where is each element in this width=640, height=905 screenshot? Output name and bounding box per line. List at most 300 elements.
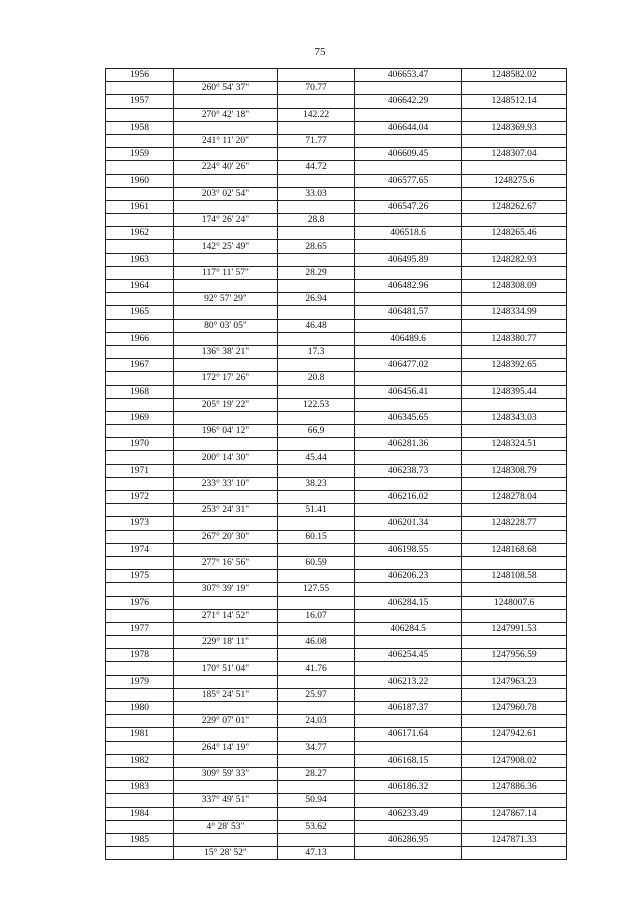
northing-cell: 406198.55 (355, 543, 462, 556)
easting-cell: 1248308.79 (462, 464, 567, 477)
coordinate-table (105, 68, 567, 860)
easting-cell: 1247886.36 (462, 781, 567, 794)
distance-cell (278, 517, 355, 530)
table-row-point (106, 121, 567, 134)
table-row-leg (106, 108, 567, 121)
bearing-cell: 185° 24' 51" (174, 688, 278, 701)
northing-cell: 406609.45 (355, 148, 462, 161)
table-row-leg (106, 319, 567, 332)
northing-cell (355, 240, 462, 253)
bearing-cell: 264° 14' 19" (174, 741, 278, 754)
easting-cell: 1247871.33 (462, 833, 567, 846)
distance-cell (278, 332, 355, 345)
northing-cell (355, 82, 462, 95)
northing-cell (355, 583, 462, 596)
table-row-point (106, 306, 567, 319)
table-row-point (106, 438, 567, 451)
bearing-cell (174, 543, 278, 556)
point-number-cell (106, 820, 174, 833)
table-row-point (106, 174, 567, 187)
table-row-leg (106, 477, 567, 490)
bearing-cell: 229° 18' 11" (174, 636, 278, 649)
northing-cell (355, 767, 462, 780)
northing-cell: 406233.49 (355, 807, 462, 820)
bearing-cell: 337° 49' 51" (174, 794, 278, 807)
easting-cell (462, 715, 567, 728)
table-row-leg (106, 451, 567, 464)
point-number-cell: 1972 (106, 491, 174, 504)
table-row-point (106, 227, 567, 240)
bearing-cell (174, 306, 278, 319)
northing-cell: 406284.15 (355, 596, 462, 609)
table-row-leg (106, 134, 567, 147)
northing-cell (355, 609, 462, 622)
easting-cell: 1248228.77 (462, 517, 567, 530)
distance-cell: 28.8 (278, 214, 355, 227)
table-row-leg (106, 715, 567, 728)
distance-cell (278, 121, 355, 134)
table-row-leg (106, 794, 567, 807)
distance-cell: 70.77 (278, 82, 355, 95)
bearing-cell: 172° 17' 26" (174, 372, 278, 385)
point-number-cell (106, 425, 174, 438)
easting-cell (462, 688, 567, 701)
bearing-cell: 270° 42' 18" (174, 108, 278, 121)
northing-cell (355, 398, 462, 411)
point-number-cell: 1968 (106, 385, 174, 398)
table-row-point (106, 280, 567, 293)
table-row-leg (106, 662, 567, 675)
table-row-point (106, 622, 567, 635)
northing-cell: 406216.02 (355, 491, 462, 504)
northing-cell (355, 504, 462, 517)
northing-cell (355, 556, 462, 569)
distance-cell (278, 411, 355, 424)
northing-cell (355, 108, 462, 121)
easting-cell (462, 108, 567, 121)
distance-cell: 50.94 (278, 794, 355, 807)
northing-cell: 406653.47 (355, 69, 462, 82)
point-number-cell: 1976 (106, 596, 174, 609)
northing-cell: 406547.26 (355, 200, 462, 213)
point-number-cell: 1973 (106, 517, 174, 530)
table-row-leg (106, 688, 567, 701)
easting-cell: 1248308.09 (462, 280, 567, 293)
easting-cell: 1247956.59 (462, 649, 567, 662)
bearing-cell (174, 438, 278, 451)
point-number-cell (106, 108, 174, 121)
table-row-point (106, 543, 567, 556)
easting-cell (462, 345, 567, 358)
table-row-leg (106, 214, 567, 227)
distance-cell: 45.44 (278, 451, 355, 464)
table-row-leg (106, 504, 567, 517)
table-row-point (106, 148, 567, 161)
easting-cell: 1248108.58 (462, 570, 567, 583)
table-row-point (106, 253, 567, 266)
bearing-cell: 117° 11' 57" (174, 266, 278, 279)
point-number-cell (106, 187, 174, 200)
point-number-cell: 1970 (106, 438, 174, 451)
northing-cell: 406489.6 (355, 332, 462, 345)
point-number-cell: 1961 (106, 200, 174, 213)
easting-cell: 1247942.61 (462, 728, 567, 741)
table-row-leg (106, 425, 567, 438)
easting-cell: 1247908.02 (462, 754, 567, 767)
northing-cell (355, 477, 462, 490)
table-row-leg (106, 372, 567, 385)
distance-cell (278, 728, 355, 741)
table-row-leg (106, 345, 567, 358)
table-row-point (106, 702, 567, 715)
easting-cell (462, 266, 567, 279)
distance-cell: 53.62 (278, 820, 355, 833)
easting-cell (462, 398, 567, 411)
bearing-cell (174, 464, 278, 477)
distance-cell: 46.48 (278, 319, 355, 332)
point-number-cell: 1959 (106, 148, 174, 161)
page-number: 75 (314, 46, 326, 58)
northing-cell: 406284.5 (355, 622, 462, 635)
bearing-cell (174, 95, 278, 108)
table-row-point (106, 754, 567, 767)
bearing-cell (174, 491, 278, 504)
point-number-cell (106, 477, 174, 490)
easting-cell (462, 293, 567, 306)
table-row-point (106, 728, 567, 741)
northing-cell (355, 293, 462, 306)
point-number-cell: 1974 (106, 543, 174, 556)
bearing-cell: 205° 19' 22" (174, 398, 278, 411)
point-number-cell (106, 767, 174, 780)
table-row-point (106, 491, 567, 504)
point-number-cell (106, 319, 174, 332)
table-row-point (106, 411, 567, 424)
distance-cell: 16.07 (278, 609, 355, 622)
bearing-cell: 174° 26' 24" (174, 214, 278, 227)
bearing-cell: 277° 16' 56" (174, 556, 278, 569)
bearing-cell: 80° 03' 05" (174, 319, 278, 332)
easting-cell (462, 662, 567, 675)
distance-cell: 41.76 (278, 662, 355, 675)
northing-cell: 406286.95 (355, 833, 462, 846)
point-number-cell: 1969 (106, 411, 174, 424)
distance-cell (278, 148, 355, 161)
point-number-cell: 1985 (106, 833, 174, 846)
point-number-cell: 1982 (106, 754, 174, 767)
point-number-cell (106, 583, 174, 596)
bearing-cell: 233° 33' 10" (174, 477, 278, 490)
distance-cell: 127.55 (278, 583, 355, 596)
easting-cell: 1248262.67 (462, 200, 567, 213)
northing-cell: 406238.73 (355, 464, 462, 477)
bearing-cell: 267° 20' 30" (174, 530, 278, 543)
distance-cell (278, 385, 355, 398)
distance-cell: 20.8 (278, 372, 355, 385)
distance-cell (278, 622, 355, 635)
point-number-cell (106, 240, 174, 253)
point-number-cell (106, 134, 174, 147)
easting-cell: 1248282.93 (462, 253, 567, 266)
distance-cell (278, 807, 355, 820)
bearing-cell: 271° 14' 52" (174, 609, 278, 622)
bearing-cell (174, 754, 278, 767)
northing-cell: 406577.65 (355, 174, 462, 187)
northing-cell: 406345.65 (355, 411, 462, 424)
point-number-cell (106, 214, 174, 227)
distance-cell: 33.03 (278, 187, 355, 200)
easting-cell (462, 583, 567, 596)
point-number-cell (106, 741, 174, 754)
point-number-cell: 1979 (106, 675, 174, 688)
easting-cell: 1248324.51 (462, 438, 567, 451)
northing-cell: 406518.6 (355, 227, 462, 240)
point-number-cell: 1958 (106, 121, 174, 134)
bearing-cell: 4° 28' 53" (174, 820, 278, 833)
table-row-leg (106, 847, 567, 860)
distance-cell: 142.22 (278, 108, 355, 121)
bearing-cell (174, 570, 278, 583)
distance-cell (278, 359, 355, 372)
table-row-point (106, 833, 567, 846)
bearing-cell: 92° 57' 29" (174, 293, 278, 306)
table-row-point (106, 385, 567, 398)
point-number-cell (106, 662, 174, 675)
distance-cell: 24.03 (278, 715, 355, 728)
point-number-cell (106, 847, 174, 860)
distance-cell: 60.15 (278, 530, 355, 543)
northing-cell: 406481.57 (355, 306, 462, 319)
easting-cell (462, 319, 567, 332)
point-number-cell: 1983 (106, 781, 174, 794)
northing-cell: 406482.96 (355, 280, 462, 293)
easting-cell: 1248369.93 (462, 121, 567, 134)
table-row-point (106, 359, 567, 372)
northing-cell: 406281.36 (355, 438, 462, 451)
point-number-cell (106, 530, 174, 543)
point-number-cell: 1965 (106, 306, 174, 319)
easting-cell (462, 820, 567, 833)
bearing-cell (174, 622, 278, 635)
easting-cell: 1248343.03 (462, 411, 567, 424)
bearing-cell (174, 517, 278, 530)
easting-cell: 1248512.14 (462, 95, 567, 108)
table-row-point (106, 649, 567, 662)
bearing-cell (174, 359, 278, 372)
easting-cell (462, 636, 567, 649)
northing-cell (355, 451, 462, 464)
point-number-cell: 1978 (106, 649, 174, 662)
easting-cell: 1248380.77 (462, 332, 567, 345)
distance-cell: 71.77 (278, 134, 355, 147)
bearing-cell (174, 227, 278, 240)
distance-cell (278, 649, 355, 662)
bearing-cell (174, 649, 278, 662)
distance-cell (278, 781, 355, 794)
point-number-cell (106, 688, 174, 701)
bearing-cell (174, 332, 278, 345)
bearing-cell (174, 702, 278, 715)
point-number-cell (106, 293, 174, 306)
bearing-cell: 253° 24' 31" (174, 504, 278, 517)
point-number-cell (106, 556, 174, 569)
easting-cell: 1248265.46 (462, 227, 567, 240)
table-row-leg (106, 161, 567, 174)
easting-cell: 1248334.99 (462, 306, 567, 319)
point-number-cell (106, 82, 174, 95)
distance-cell (278, 833, 355, 846)
bearing-cell (174, 728, 278, 741)
point-number-cell (106, 345, 174, 358)
bearing-cell: 307° 39' 19" (174, 583, 278, 596)
distance-cell (278, 754, 355, 767)
bearing-cell: 241° 11' 20" (174, 134, 278, 147)
table-row-point (106, 570, 567, 583)
easting-cell (462, 187, 567, 200)
bearing-cell (174, 807, 278, 820)
bearing-cell: 136° 38' 21" (174, 345, 278, 358)
point-number-cell (106, 609, 174, 622)
point-number-cell (106, 794, 174, 807)
point-number-cell: 1980 (106, 702, 174, 715)
table-row-leg (106, 398, 567, 411)
bearing-cell: 170° 51' 04" (174, 662, 278, 675)
easting-cell: 1247991.53 (462, 622, 567, 635)
easting-cell (462, 134, 567, 147)
point-number-cell (106, 636, 174, 649)
northing-cell: 406254.45 (355, 649, 462, 662)
distance-cell: 122.53 (278, 398, 355, 411)
distance-cell: 25.97 (278, 688, 355, 701)
distance-cell (278, 596, 355, 609)
bearing-cell (174, 385, 278, 398)
point-number-cell: 1971 (106, 464, 174, 477)
bearing-cell: 260° 54' 37" (174, 82, 278, 95)
table-row-point (106, 200, 567, 213)
northing-cell (355, 741, 462, 754)
distance-cell (278, 464, 355, 477)
easting-cell: 1248168.68 (462, 543, 567, 556)
northing-cell: 406477.02 (355, 359, 462, 372)
northing-cell: 406201.34 (355, 517, 462, 530)
northing-cell: 406171.64 (355, 728, 462, 741)
distance-cell: 47.13 (278, 847, 355, 860)
easting-cell: 1247867.14 (462, 807, 567, 820)
distance-cell (278, 253, 355, 266)
bearing-cell (174, 121, 278, 134)
distance-cell: 60.59 (278, 556, 355, 569)
easting-cell: 1248582.02 (462, 69, 567, 82)
point-number-cell (106, 451, 174, 464)
northing-cell (355, 266, 462, 279)
table-row-leg (106, 820, 567, 833)
bearing-cell (174, 69, 278, 82)
table-row-leg (106, 741, 567, 754)
northing-cell: 406644.04 (355, 121, 462, 134)
northing-cell (355, 345, 462, 358)
point-number-cell: 1977 (106, 622, 174, 635)
northing-cell: 406206.23 (355, 570, 462, 583)
bearing-cell: 15° 28' 52" (174, 847, 278, 860)
bearing-cell: 229° 07' 01" (174, 715, 278, 728)
distance-cell: 44.72 (278, 161, 355, 174)
point-number-cell: 1967 (106, 359, 174, 372)
distance-cell (278, 174, 355, 187)
northing-cell (355, 715, 462, 728)
point-number-cell: 1963 (106, 253, 174, 266)
distance-cell: 38.23 (278, 477, 355, 490)
northing-cell (355, 134, 462, 147)
point-number-cell (106, 266, 174, 279)
point-number-cell: 1962 (106, 227, 174, 240)
easting-cell: 1248275.6 (462, 174, 567, 187)
bearing-cell (174, 411, 278, 424)
point-number-cell: 1960 (106, 174, 174, 187)
easting-cell (462, 556, 567, 569)
distance-cell (278, 69, 355, 82)
bearing-cell: 224° 40' 26" (174, 161, 278, 174)
distance-cell (278, 675, 355, 688)
distance-cell: 28.27 (278, 767, 355, 780)
bearing-cell (174, 253, 278, 266)
point-number-cell (106, 398, 174, 411)
northing-cell (355, 214, 462, 227)
northing-cell (355, 662, 462, 675)
table-row-point (106, 517, 567, 530)
northing-cell (355, 372, 462, 385)
northing-cell (355, 636, 462, 649)
easting-cell (462, 504, 567, 517)
distance-cell (278, 280, 355, 293)
distance-cell (278, 227, 355, 240)
point-number-cell: 1956 (106, 69, 174, 82)
table-row-point (106, 332, 567, 345)
easting-cell: 1247960.78 (462, 702, 567, 715)
point-number-cell: 1957 (106, 95, 174, 108)
distance-cell (278, 570, 355, 583)
easting-cell (462, 477, 567, 490)
easting-cell (462, 425, 567, 438)
table-row-point (106, 95, 567, 108)
point-number-cell: 1966 (106, 332, 174, 345)
bearing-cell: 309° 59' 33" (174, 767, 278, 780)
point-number-cell (106, 715, 174, 728)
easting-cell (462, 451, 567, 464)
table-row-leg (106, 266, 567, 279)
easting-cell (462, 372, 567, 385)
northing-cell: 406642.29 (355, 95, 462, 108)
distance-cell: 28.29 (278, 266, 355, 279)
table-row-point (106, 781, 567, 794)
point-number-cell (106, 372, 174, 385)
easting-cell: 1248007.6 (462, 596, 567, 609)
bearing-cell (174, 675, 278, 688)
easting-cell (462, 794, 567, 807)
table-row-leg (106, 583, 567, 596)
bearing-cell (174, 174, 278, 187)
bearing-cell (174, 833, 278, 846)
table-row-leg (106, 609, 567, 622)
distance-cell: 17.3 (278, 345, 355, 358)
distance-cell (278, 491, 355, 504)
northing-cell (355, 847, 462, 860)
table-row-leg (106, 187, 567, 200)
bearing-cell: 200° 14' 30" (174, 451, 278, 464)
point-number-cell: 1964 (106, 280, 174, 293)
point-number-cell: 1975 (106, 570, 174, 583)
table-row-leg (106, 556, 567, 569)
table-row-leg (106, 240, 567, 253)
